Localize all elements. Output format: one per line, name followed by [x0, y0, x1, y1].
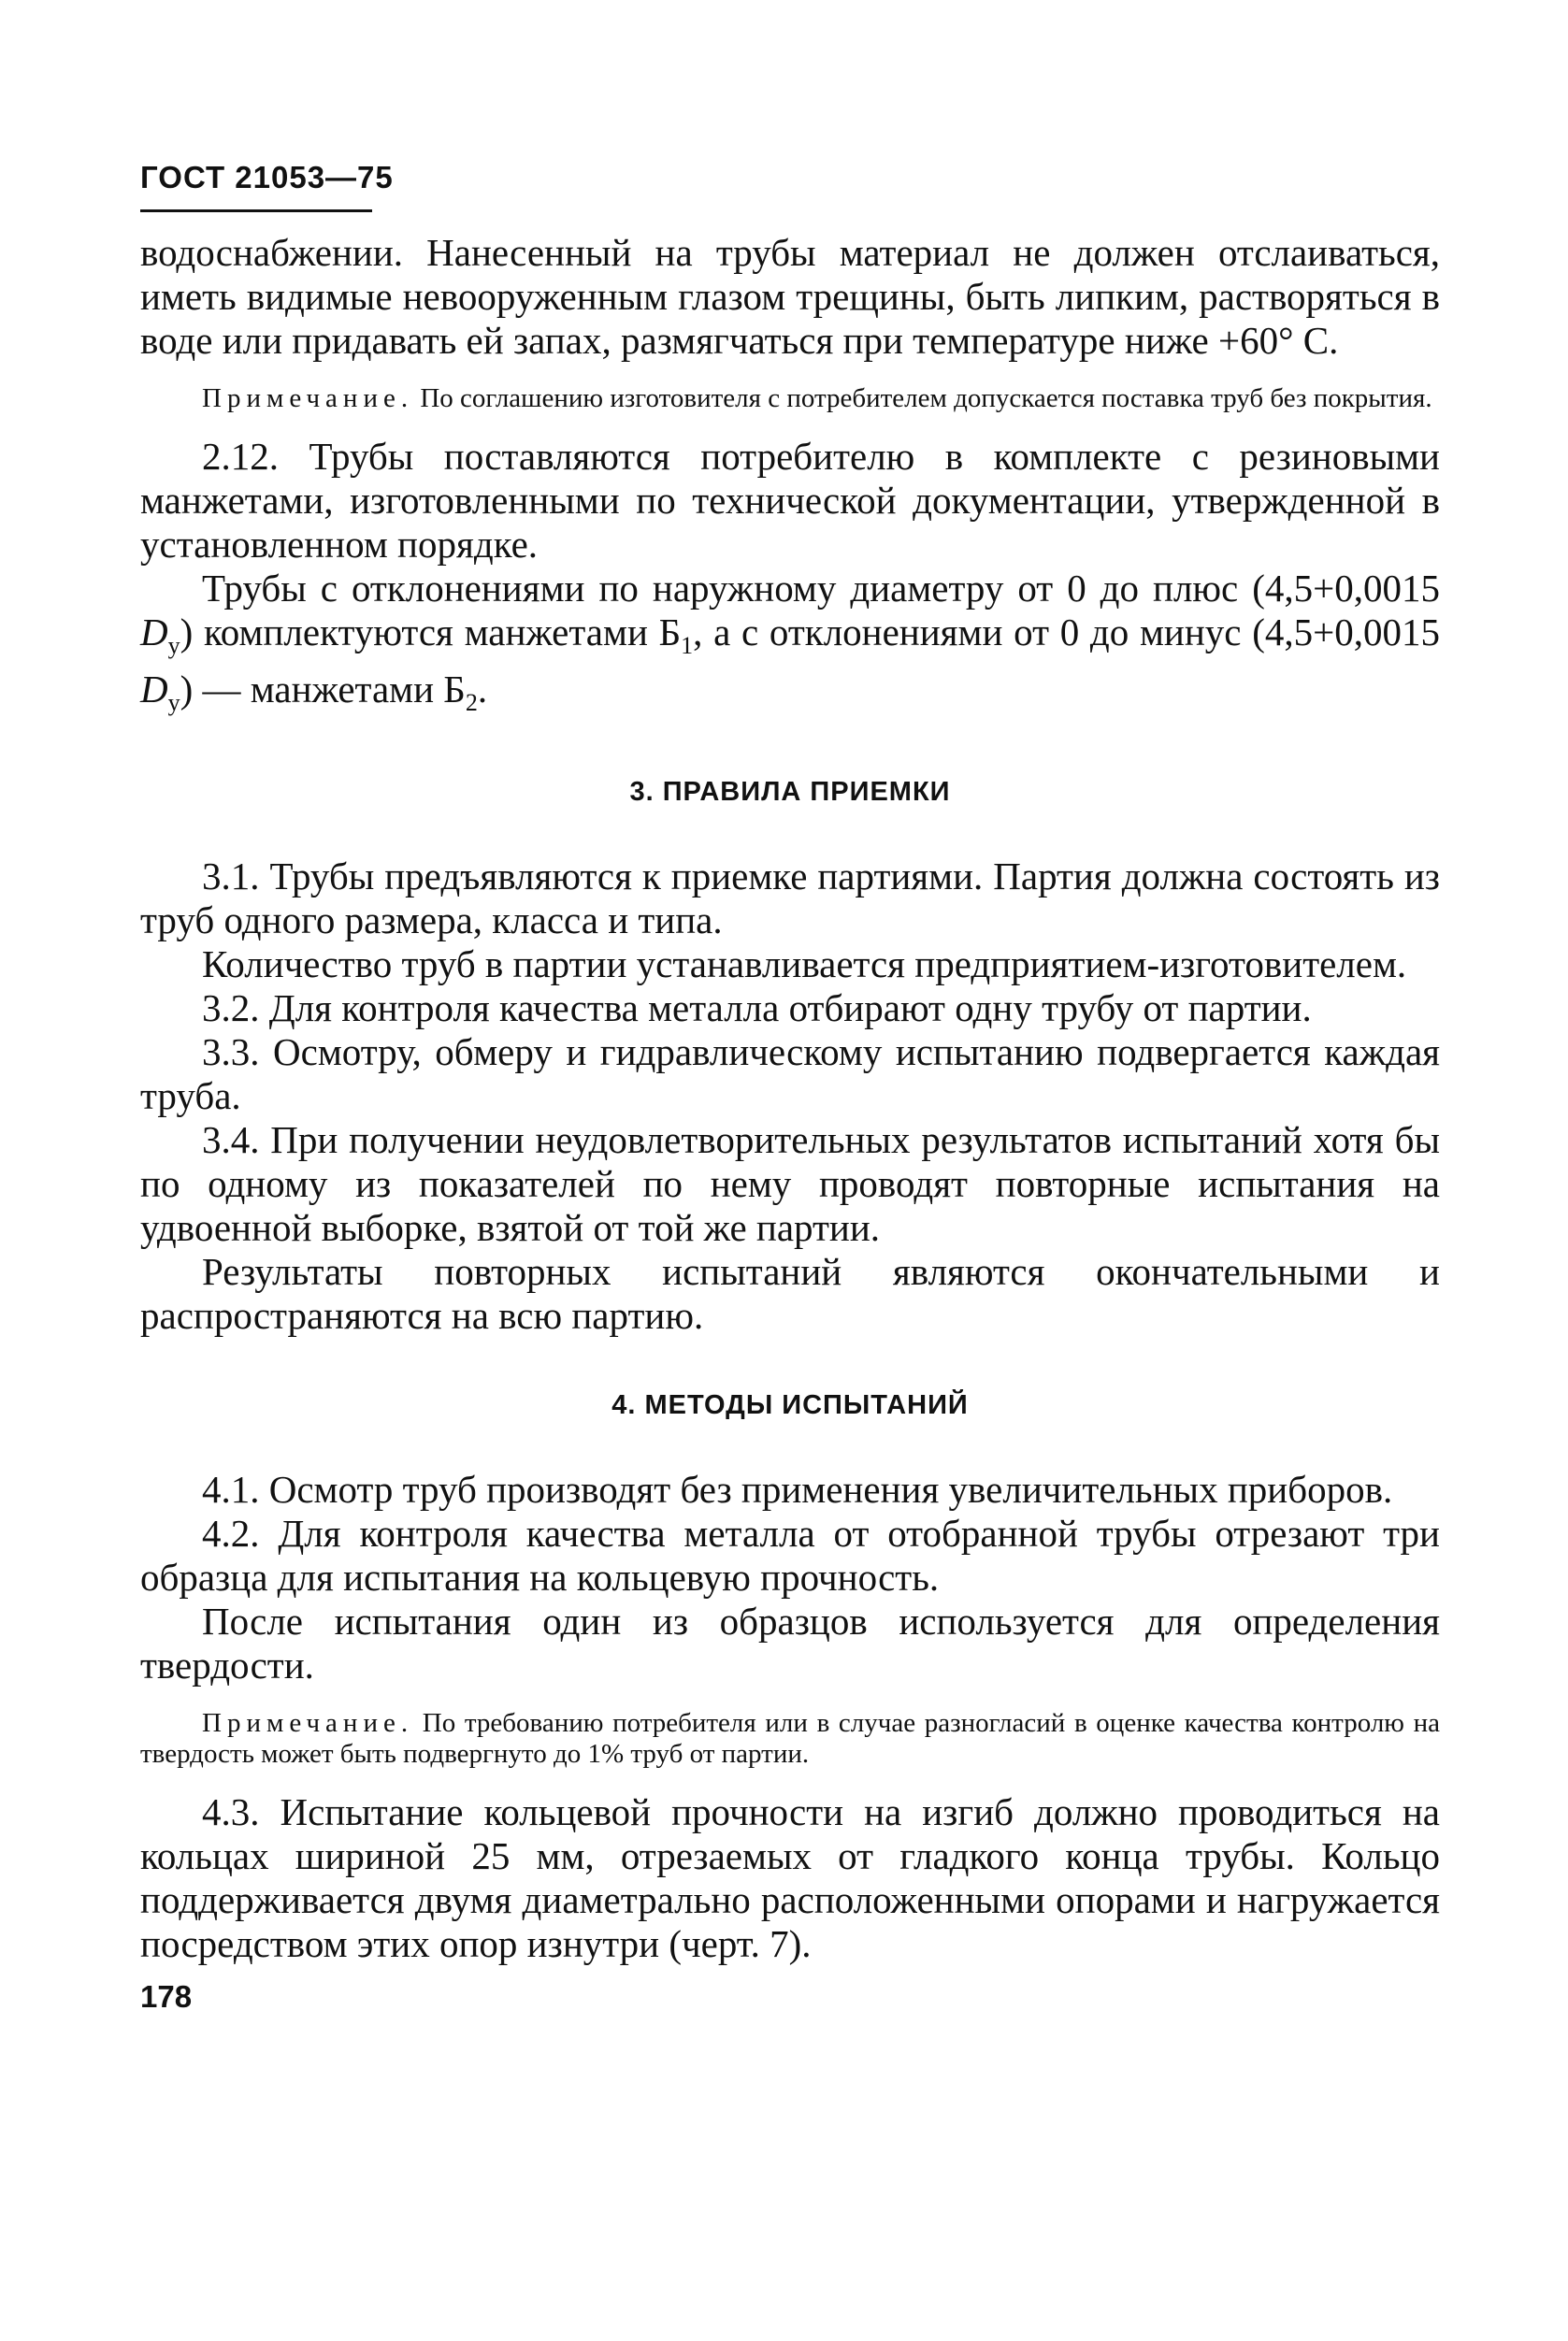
paragraph-4-1: 4.1. Осмотр труб производят без применения увеличительных приборов. — [202, 1468, 1393, 1512]
paragraph-4-3: 4.3. Испытание кольцевой прочности на изгиб должно проводиться на кольцах шириной 25 мм, отрезаемых от гладкого конца трубы. Кольцо поддерживается двумя диаметрально расположенными опорами и нагружается посредством этих опор изнутри (черт. 7). — [140, 1790, 1440, 1966]
note-label: Примечание. — [202, 383, 414, 413]
header-divider — [140, 209, 372, 212]
paragraph-4-2: 4.2. Для контроля качества металла от отобранной трубы отрезают три образца для испытания на кольцевую прочность. — [140, 1512, 1440, 1600]
document-header: ГОСТ 21053—75 — [140, 160, 394, 194]
paragraph-2-12-deviations — [140, 567, 1440, 725]
text-run: . — [477, 668, 488, 711]
symbol-d: D — [140, 668, 168, 711]
paragraph-4-2-hardness: После испытания один из образцов используется для определения твердости. — [140, 1600, 1440, 1688]
paragraph-3-3: 3.3. Осмотру, обмеру и гидравлическому испытанию подвергается каждая труба. — [140, 1030, 1440, 1118]
paragraph-3-4: 3.4. При получении неудовлетворительных результатов испытаний хотя бы по одному из показателей по нему проводят повторные испытания на удвоенной выборке, взятой от той же партии. — [140, 1118, 1440, 1250]
subscript-y: y — [167, 632, 180, 660]
section-4-heading: 4. МЕТОДЫ ИСПЫТАНИЙ — [611, 1390, 969, 1421]
note-coating — [140, 383, 1440, 414]
text-run: , а с отклонениями от 0 до минус (4,5+0,0015 — [693, 610, 1440, 653]
paragraph-continuation: водоснабжении. Нанесенный на трубы материал не должен отслаиваться, иметь видимые невооруженным глазом трещины, быть липким, растворяться в воде или придавать ей запах, размягчаться при температуре ниже +60° С. — [140, 231, 1440, 362]
paragraph-3-4-results: Результаты повторных испытаний являются окончательными и распространяются на всю партию. — [140, 1250, 1440, 1338]
paragraph-2-12: 2.12. Трубы поставляются потребителю в комплекте с резиновыми манжетами, изготовленными по технической документации, утвержденной в установленном порядке. — [140, 435, 1440, 566]
note-label: Примечание. — [202, 1708, 414, 1739]
page-number: 178 — [140, 1979, 193, 2015]
document-page — [140, 159, 1440, 2015]
section-3-heading: 3. ПРАВИЛА ПРИЕМКИ — [629, 777, 951, 808]
text-run: Трубы с отклонениями по наружному диаметру от 0 до плюс (4,5+0,0015 — [202, 567, 1440, 610]
subscript-2: 2 — [465, 689, 478, 717]
paragraph-3-2: 3.2. Для контроля качества металла отбирают одну трубу от партии. — [202, 986, 1312, 1030]
paragraph-3-1: 3.1. Трубы предъявляются к приемке партиями. Партия должна состоять из труб одного размера, класса и типа. — [140, 855, 1440, 942]
text-run: ) комплектуются манжетами Б — [180, 610, 682, 653]
symbol-d: D — [140, 610, 168, 653]
text-run: ) — манжетами Б — [180, 668, 466, 711]
subscript-y: y — [167, 689, 180, 717]
note-text: По требованию потребителя или в случае разногласий в оценке качества контролю на твердость может быть подвергнуто до 1% труб от партии. — [140, 1708, 1441, 1770]
paragraph-3-1-quantity: Количество труб в партии устанавливается предприятием-изготовителем. — [202, 942, 1407, 986]
note-hardness — [140, 1708, 1440, 1770]
subscript-1: 1 — [681, 632, 694, 660]
note-text: По соглашению изготовителя с потребителем допускается поставка труб без покрытия. — [420, 383, 1432, 413]
